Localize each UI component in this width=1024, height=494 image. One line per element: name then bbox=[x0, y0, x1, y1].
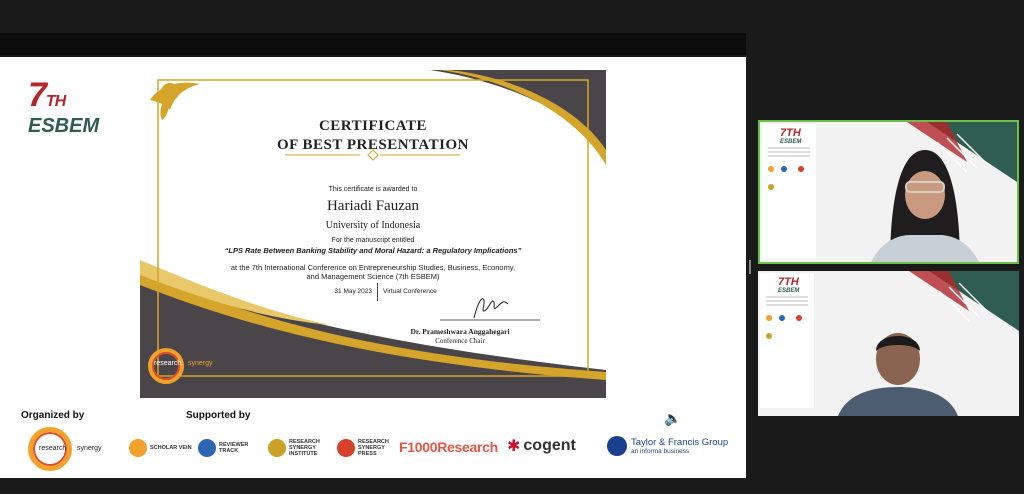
awarded-text: This certificate is awarded to bbox=[328, 186, 418, 193]
organizer-text-2: synergy bbox=[77, 445, 102, 452]
virtual-background-panel: 7TH ESBEM bbox=[762, 124, 816, 259]
event-logo-suffix: TH bbox=[45, 93, 66, 110]
rsp-icon bbox=[337, 439, 355, 457]
event-logo-number: 7 bbox=[28, 76, 46, 114]
organizer-text-1: research bbox=[39, 445, 67, 452]
organized-by-label: Organized by bbox=[21, 410, 85, 421]
sponsor-name: REVIEWER TRACK bbox=[219, 442, 249, 454]
organizer-logo bbox=[28, 427, 108, 471]
video-tile-participant-1[interactable] bbox=[758, 120, 1019, 264]
event-logo-name: ESBEM bbox=[28, 115, 100, 137]
certificate-title bbox=[140, 117, 606, 155]
certificate-venue: Virtual Conference bbox=[383, 288, 437, 295]
signature-icon bbox=[470, 292, 510, 322]
shared-slide bbox=[0, 57, 746, 478]
recipient-name: Hariadi Fauzan bbox=[326, 198, 420, 214]
sponsor-name: RESEARCH SYNERGY INSTITUTE bbox=[289, 439, 320, 457]
cogent-text: cogent bbox=[523, 437, 576, 454]
certificate-date: 31 May 2023 bbox=[334, 288, 372, 295]
taylor-francis-icon bbox=[607, 436, 627, 456]
sponsor-name: SCHOLAR VEIN bbox=[150, 445, 192, 451]
certificate bbox=[140, 70, 606, 398]
cogent-logo bbox=[507, 436, 576, 456]
reviewer-track-icon bbox=[198, 439, 216, 457]
certificate-title-line2: OF BEST PRESENTATION bbox=[277, 137, 469, 153]
conference-line1: at the 7th International Conference on Entrepreneurship Studies, Business, Economy, bbox=[230, 263, 516, 272]
rsi-icon bbox=[268, 439, 286, 457]
video-tile-participant-2[interactable] bbox=[758, 271, 1019, 416]
participant-1-avatar bbox=[870, 140, 980, 264]
virtual-background-panel: 7TH ESBEM bbox=[760, 273, 814, 408]
recipient-institution: University of Indonesia bbox=[325, 220, 421, 231]
sponsor-rsp bbox=[337, 436, 403, 460]
sponsor-reviewer-track bbox=[198, 436, 264, 460]
event-logo bbox=[28, 76, 118, 137]
paper-title: “LPS Rate Between Banking Stability and Moral Hazard: a Regulatory Implications” bbox=[224, 246, 522, 255]
participant-2-avatar bbox=[838, 321, 958, 416]
tf-line2: an informa business bbox=[631, 448, 690, 455]
signatory-role: Conference Chair bbox=[435, 337, 485, 345]
sponsor-rsi bbox=[268, 436, 334, 460]
signatory-name: Dr. Prameshwara Anggahegari bbox=[410, 327, 510, 336]
shared-screen-topbar bbox=[0, 33, 746, 55]
certificate-title-line1: CERTIFICATE bbox=[318, 118, 428, 134]
manuscript-intro: For the manuscript entitled bbox=[331, 237, 415, 244]
f1000-logo: F1000Research bbox=[399, 439, 498, 455]
conference-text bbox=[140, 263, 606, 281]
sponsor-scholar-vein bbox=[129, 436, 195, 460]
cogent-icon: ✱ bbox=[507, 438, 521, 455]
speaker-icon: 🔈 bbox=[664, 410, 682, 426]
taylor-francis-logo bbox=[607, 436, 728, 456]
date-venue-divider bbox=[377, 283, 378, 301]
rs-logo-text-2: synergy bbox=[188, 360, 213, 367]
tf-line1: Taylor & Francis Group bbox=[631, 437, 729, 448]
scholar-vein-icon bbox=[129, 439, 147, 457]
panel-resize-handle[interactable] bbox=[749, 260, 751, 274]
sponsor-name: RESEARCH SYNERGY PRESS bbox=[358, 439, 389, 457]
rs-logo-text-1: research bbox=[154, 360, 182, 367]
supported-by-label: Supported by bbox=[186, 410, 251, 421]
research-synergy-logo bbox=[148, 348, 228, 388]
conference-line2: and Management Science (7th ESBEM) bbox=[306, 272, 440, 281]
